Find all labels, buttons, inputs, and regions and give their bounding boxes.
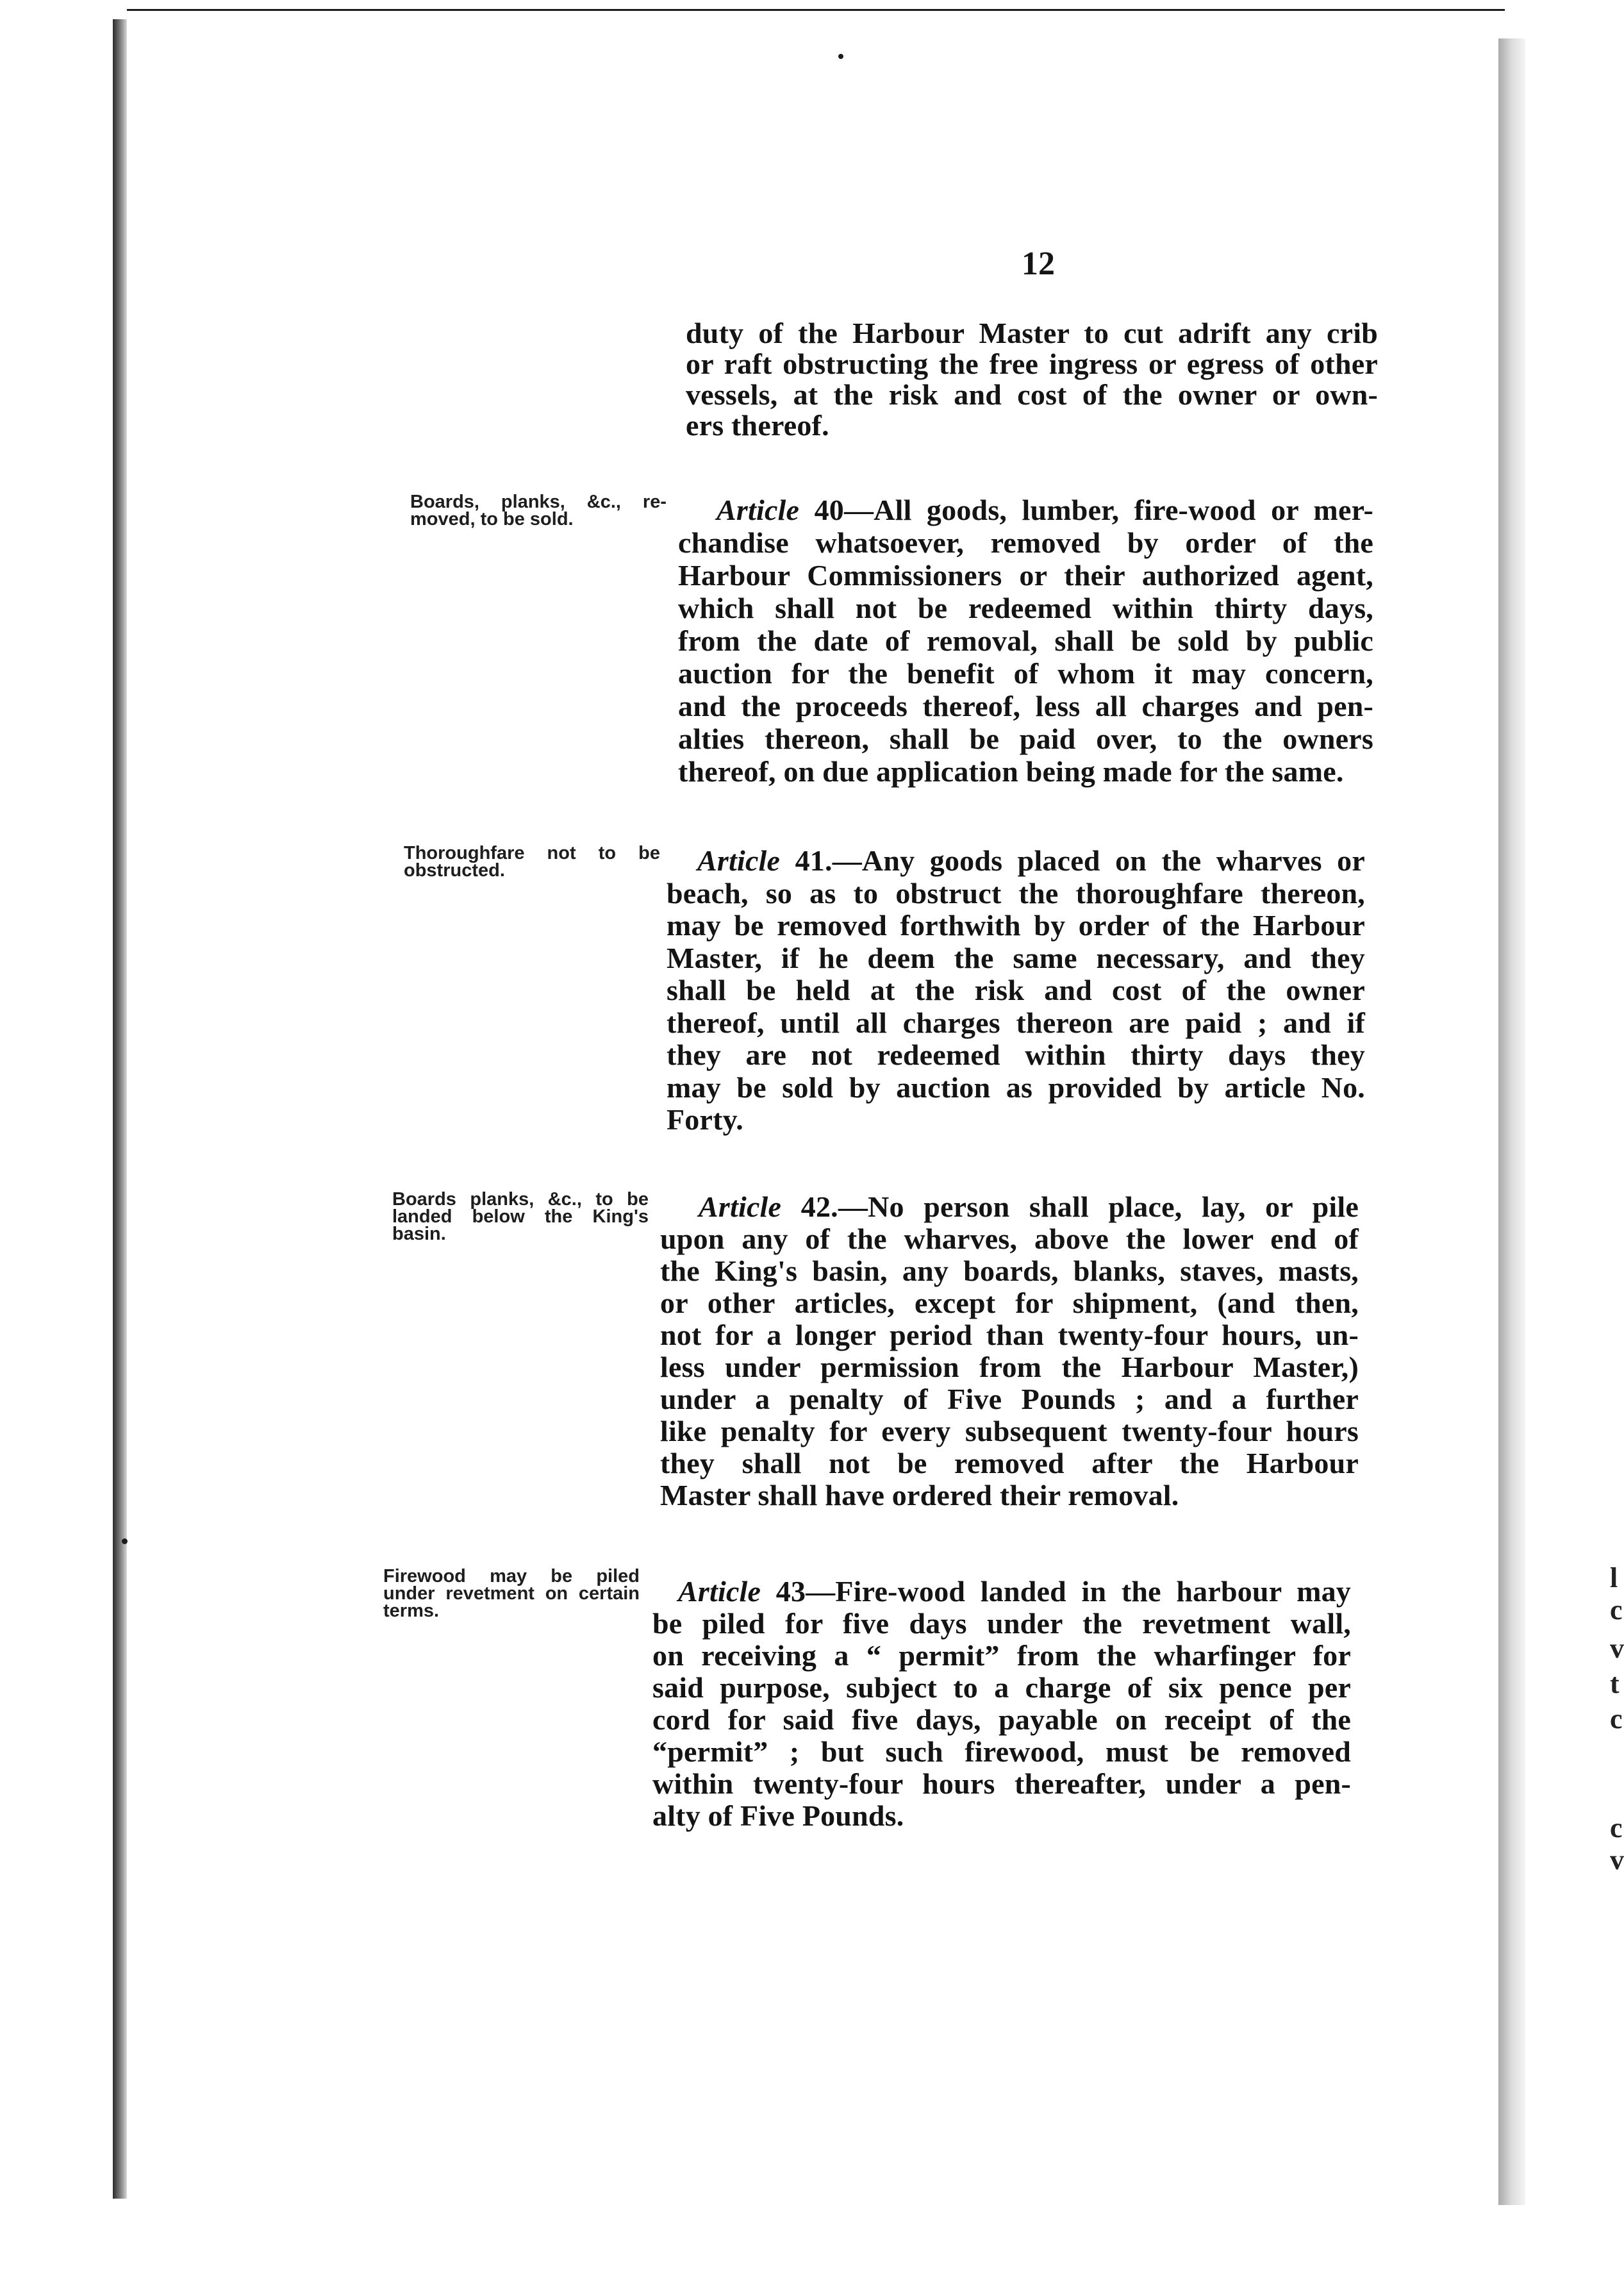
facing-page-fragment: c [1610, 1594, 1623, 1626]
facing-page-fragment: l [1610, 1562, 1618, 1594]
text-line: they are not redeemed within thirty days they [667, 1038, 1365, 1071]
text-line: vessels, at the risk and cost of the owner or own- [686, 378, 1378, 411]
article-label: Article [697, 844, 781, 877]
text-line: from the date of removal, shall be sold by public [678, 624, 1373, 657]
article-label: Article [678, 1575, 761, 1608]
text-line: which shall not be redeemed within thirty days, [678, 592, 1373, 624]
text-line: auction for the benefit of whom it may concern, [678, 657, 1373, 690]
side-note: Boards planks, &c., to be landed below the King's basin. [392, 1189, 649, 1244]
side-note: Thoroughfare not to be obstructed. [404, 843, 660, 881]
text-line: Harbour Commissioners or their authorized agent, [678, 559, 1373, 592]
facing-page-fragment: v [1610, 1844, 1624, 1876]
text-line: said purpose, subject to a charge of six pence per [652, 1671, 1351, 1704]
article-label: Article [699, 1190, 782, 1223]
facing-page-fragment: c [1610, 1812, 1623, 1844]
facing-page-fragment: v [1610, 1633, 1624, 1664]
facing-page-fragment: c [1610, 1703, 1623, 1735]
text-line: Article 41.—Any goods placed on the wharves or [697, 844, 1365, 877]
text-line: less under permission from the Harbour Master,) [660, 1351, 1359, 1383]
text-line: chandise whatsoever, removed by order of the [678, 526, 1373, 559]
side-note: Boards, planks, &c., re-moved, to be sold. [410, 492, 667, 529]
text-line: Article 43—Fire-wood landed in the harbour may [678, 1575, 1352, 1608]
text-line: be piled for five days under the revetment wall, [652, 1607, 1351, 1640]
article-43 [652, 1576, 1351, 1832]
article-number: 43— [775, 1575, 836, 1608]
text-line: duty of the Harbour Master to cut adrift any crib [686, 317, 1378, 349]
article-label: Article [717, 494, 800, 526]
text-line: ers thereof. [686, 409, 829, 442]
continuation-paragraph [686, 318, 1378, 441]
text-line: may be sold by auction as provided by article No. [667, 1070, 1365, 1104]
side-note: Firewood may be piled under revetment on certain terms. [383, 1566, 640, 1621]
page-right-edge [1498, 38, 1525, 2205]
text-line: Master shall have ordered their removal. [660, 1479, 1179, 1511]
article-40 [678, 494, 1373, 788]
text-line: within twenty-four hours thereafter, under a pen- [652, 1767, 1351, 1800]
right-gutter [1525, 38, 1624, 2205]
text-line: and the proceeds thereof, less all charges and pen- [678, 690, 1373, 722]
text-line: like penalty for every subsequent twenty-four hours [660, 1415, 1359, 1447]
article-number: 42.— [800, 1190, 868, 1223]
text-line: “permit” ; but such firewood, must be removed [652, 1735, 1351, 1768]
scan-shadow-left [113, 19, 127, 2199]
text-line: thereof, on due application being made for the same. [678, 755, 1344, 788]
text-line: alties thereon, shall be paid over, to the owners [678, 722, 1373, 755]
text-line: alty of Five Pounds. [652, 1799, 904, 1832]
article-42 [660, 1191, 1359, 1511]
text-line: cord for said five days, payable on receipt of the [652, 1703, 1351, 1736]
text-line: thereof, until all charges thereon are paid ; and if [667, 1006, 1365, 1039]
text-line: Master, if he deem the same necessary, and they [667, 941, 1365, 974]
text-line: beach, so as to obstruct the thoroughfare thereon, [667, 876, 1365, 910]
text-line: Article 40—All goods, lumber, fire-wood or mer- [717, 494, 1373, 526]
scan-speck [838, 54, 843, 59]
article-41 [667, 845, 1365, 1136]
text-line: they shall not be removed after the Harbour [660, 1447, 1359, 1479]
article-number: 40— [814, 494, 874, 526]
text-line: Forty. [667, 1103, 743, 1136]
text-line: on receiving a “ permit” from the wharfinger for [652, 1639, 1351, 1672]
text-line: the King's basin, any boards, blanks, staves, masts, [660, 1254, 1359, 1287]
text-line: under a penalty of Five Pounds ; and a further [660, 1383, 1359, 1415]
text-line: shall be held at the risk and cost of the owner [667, 974, 1365, 1006]
text-line: or raft obstructing the free ingress or egress of other [686, 347, 1378, 380]
scan-speck [122, 1538, 128, 1544]
text-line: not for a longer period than twenty-four hours, un- [660, 1319, 1359, 1351]
article-number: 41.— [795, 844, 862, 877]
text-line: may be removed forthwith by order of the Harbour [667, 909, 1365, 942]
page-number: 12 [1022, 246, 1055, 282]
text-line: upon any of the wharves, above the lower end of [660, 1222, 1359, 1255]
text-line: or other articles, except for shipment, (and then, [660, 1286, 1359, 1319]
text-line: Article 42.—No person shall place, lay, or pile [699, 1190, 1359, 1223]
facing-page-fragment: t [1610, 1668, 1620, 1699]
